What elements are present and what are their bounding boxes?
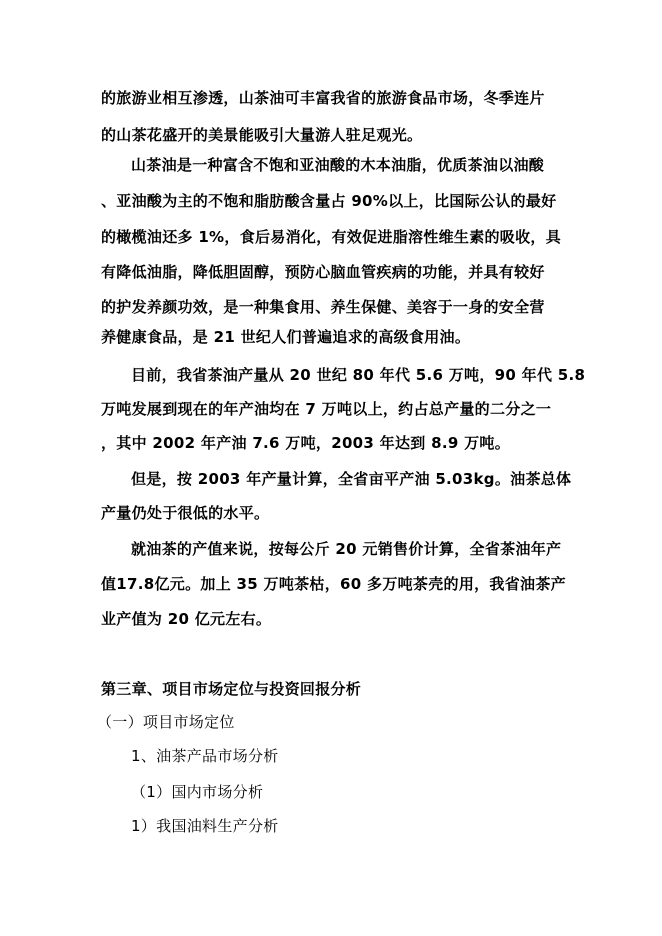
nutrition-paragraph-line-3: 的橄榄油还多 1%，食后易消化，有效促进脂溶性维生素的吸收，具 — [101, 228, 561, 246]
subsection-1-1-1-heading: 1）我国油料生产分析 — [131, 817, 279, 835]
production-paragraph-line-1: 目前，我省茶油产量从 20 世纪 80 年代 5.6 万吨，90 年代 5.8 — [131, 366, 586, 384]
nutrition-paragraph-line-1: 山茶油是一种富含不饱和亚油酸的木本油脂，优质茶油以油酸 — [131, 156, 545, 174]
yield-paragraph-line-2: 产量仍处于很低的水平。 — [101, 504, 270, 522]
section-1-heading: （一）项目市场定位 — [97, 713, 235, 731]
tourism-paragraph-line-2: 的山茶花盛开的美景能吸引大量游人驻足观光。 — [101, 126, 423, 144]
tourism-paragraph-line-1: 的旅游业相互渗透，山茶油可丰富我省的旅游食品市场，冬季连片 — [101, 89, 545, 107]
output-value-paragraph-line-3: 业产值为 20 亿元左右。 — [101, 610, 272, 628]
output-value-paragraph-line-1: 就油茶的产值来说，按每公斤 20 元销售价计算，全省茶油年产 — [131, 540, 562, 558]
subsection-1-heading: 1、油茶产品市场分析 — [131, 747, 279, 765]
chapter-3-heading: 第三章、项目市场定位与投资回报分析 — [101, 680, 362, 698]
nutrition-paragraph-line-6: 养健康食品，是 21 世纪人们普遍追求的高级食用油。 — [101, 328, 471, 346]
nutrition-paragraph-line-4: 有降低油脂，降低胆固醇，预防心脑血管疾病的功能，并具有较好 — [101, 263, 545, 281]
production-paragraph-line-2: 万吨发展到现在的年产油均在 7 万吨以上，约占总产量的二分之一 — [101, 400, 552, 418]
production-paragraph-line-3: ，其中 2002 年产油 7.6 万吨，2003 年达到 8.9 万吨。 — [101, 434, 510, 452]
nutrition-paragraph-line-2: 、亚油酸为主的不饱和脂肪酸含量占 90%以上，比国际公认的最好 — [101, 192, 557, 210]
output-value-paragraph-line-2: 值17.8亿元。加上 35 万吨茶枯，60 多万吨茶壳的用，我省油茶产 — [101, 575, 566, 593]
yield-paragraph-line-1: 但是，按 2003 年产量计算，全省亩平产油 5.03kg。油茶总体 — [131, 470, 572, 488]
subsection-1-1-heading: （1）国内市场分析 — [131, 783, 264, 801]
nutrition-paragraph-line-5: 的护发养颜功效，是一种集食用、养生保健、美容于一身的安全营 — [101, 298, 545, 316]
